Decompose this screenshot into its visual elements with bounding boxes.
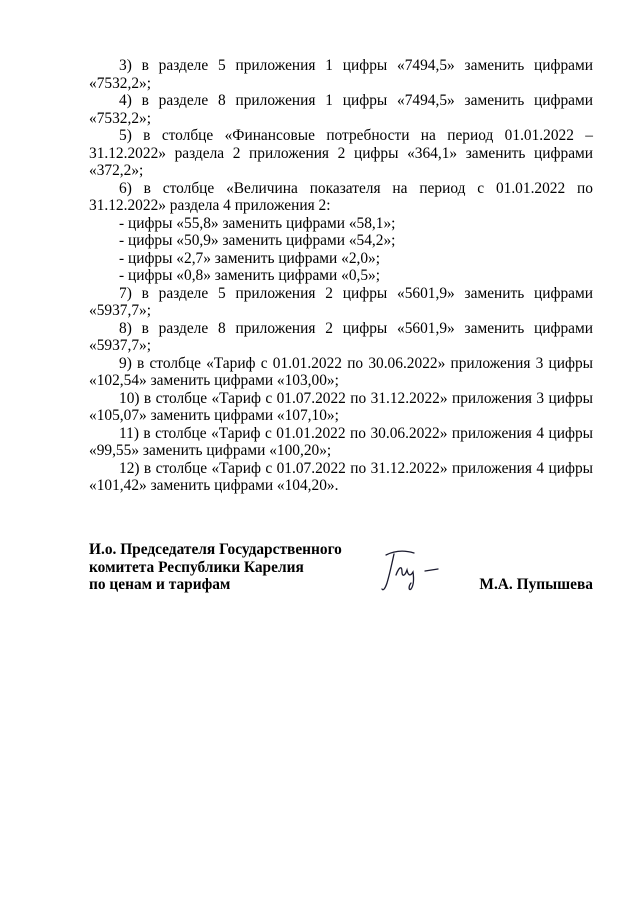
amendment-item: 12) в столбце «Тариф с 01.07.2022 по 31.12.2022» приложения 4 цифры «101,42» заменить цифрами «104,20». xyxy=(89,459,593,494)
signature-block xyxy=(89,541,593,594)
amendment-subitem: - цифры «0,8» заменить цифрами «0,5»; xyxy=(119,267,381,284)
amendment-item: 9) в столбце «Тариф с 01.01.2022 по 30.06.2022» приложения 3 цифры «102,54» заменить цифрами «103,00»; xyxy=(89,354,593,389)
handwritten-signature xyxy=(380,545,442,595)
signatory-position-line: по ценам и тарифам xyxy=(89,576,231,593)
amendment-subitem: - цифры «50,9» заменить цифрами «54,2»; xyxy=(119,232,396,249)
amendment-item: 11) в столбце «Тариф с 01.01.2022 по 30.06.2022» приложения 4 цифры «99,55» заменить цифрами «100,20»; xyxy=(89,424,593,459)
signatory-name: М.А. Пупышева xyxy=(479,576,593,593)
amendment-item: 10) в столбце «Тариф с 01.07.2022 по 31.12.2022» приложения 3 цифры «105,07» заменить цифрами «107,10»; xyxy=(89,389,593,424)
amendment-item: 4) в разделе 8 приложения 1 цифры «7494,5» заменить цифрами «7532,2»; xyxy=(89,92,593,127)
amendment-subitem: - цифры «55,8» заменить цифрами «58,1»; xyxy=(119,214,396,232)
amendment-item: 6) в столбце «Величина показателя на период с 01.01.2022 по 31.12.2022» раздела 4 приложения 2: xyxy=(89,179,593,214)
amendment-subitem: - цифры «2,7» заменить цифрами «2,0»; xyxy=(119,249,381,267)
amendments-list xyxy=(89,57,593,495)
amendment-item: 8) в разделе 8 приложения 2 цифры «5601,9» заменить цифрами «5937,7»; xyxy=(89,319,593,354)
amendment-item: 5) в столбце «Финансовые потребности на период 01.01.2022 – 31.12.2022» раздела 2 приложения 2 цифры «364,1» заменить цифрами «372,2»; xyxy=(89,127,593,179)
signatory-position-line: И.о. Председателя Государственного xyxy=(89,541,342,558)
signatory-position-line: комитета Республики Карелия xyxy=(89,558,304,576)
amendment-item: 3) в разделе 5 приложения 1 цифры «7494,5» заменить цифрами «7532,2»; xyxy=(89,57,593,92)
amendment-item: 7) в разделе 5 приложения 2 цифры «5601,9» заменить цифрами «5937,7»; xyxy=(89,284,593,319)
